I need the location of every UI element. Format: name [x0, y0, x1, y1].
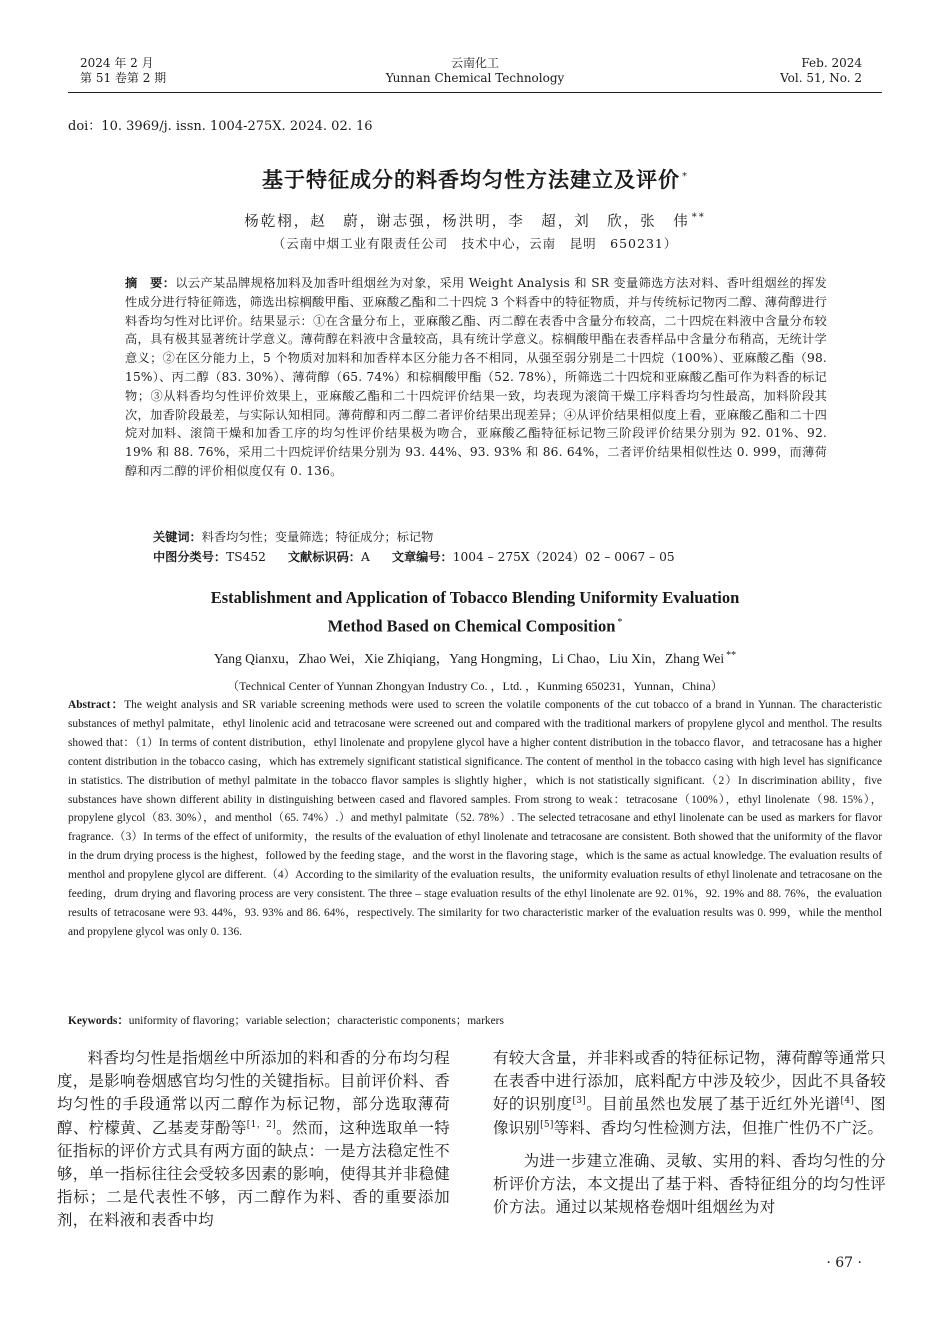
abstract-en-text: The weight analysis and SR variable screening methods were used to screen the volatile components of the cut tobacco of a brand in Yunnan. The characteristic substances of methyl palmitate，ethyl linolenic acid and tetracosane were screened out and compared with the traditional markers of propylene glycol and menthol. The results showed that：（1）In terms of content distribution，ethyl linolenate and propylene glycol have a higher content distribution in the tobacco flavor，and tetracosane has a higher content distribution in the tobacco casing，which has extremely significant statistical significance. The content of menthol in the tobacco casing with high level has significance in statistics. The distribution of methyl palmitate in the tobacco flavor samples is slightly higher，which is not statistically significant.（2）In discrimination ability，five substances have shown different ability in distinguishing between cased and flavored samples. From strong to weak：tetracosane（100%），ethyl linolenate（98. 15%），propylene glycol（83. 30%），and menthol（65. 74%）.）and methyl palmitate（52. 78%）. The selected tetracosane and ethyl linolenate can be used as markers for flavor fragrance.（3）In terms of the effect of uniformity，the results of the evaluation of ethyl linolenate and tetracosane are consistent. Both showed that the uniformity of the flavor in the drum drying process is the highest，followed by the feeding stage，and the worst in the flavoring stage，which is the same as actual knowledge. The evaluation results of menthol and propylene glycol are different.（4）According to the similarity of the evaluation results，the uniformity evaluation results of ethyl linolenate and tetracosane on the feeding，drum drying and flavoring process are very consistent. The three – stage evaluation results of the ethyl linolenate are 92. 01%，92. 19% and 88. 76%，the evaluation results of tetracosane were 93. 44%，93. 93% and 86. 64%，respectively. The similarity for two characteristic marker of the evaluation results was 0. 999，while the menthol and propylene glycol was only 0. 136.: [68, 699, 882, 938]
body-paragraph: [493, 1047, 886, 1140]
body-text: 、图像识别: [493, 1095, 886, 1137]
body-column-left: [57, 1047, 450, 1233]
doc-code-value: A: [361, 550, 370, 564]
header-right: [780, 56, 862, 86]
header-journal-en: Yunnan Chemical Technology: [385, 71, 565, 85]
authors-cn: [0, 210, 950, 231]
header-rule: [68, 92, 882, 93]
page-number: · 67 ·: [826, 1255, 862, 1271]
clc-label: 中图分类号：: [153, 550, 227, 564]
body-text: 。目前虽然也发展了基于近红外光谱: [586, 1095, 841, 1114]
citation[interactable]: [5]: [540, 1119, 554, 1130]
abstract-en: [68, 696, 882, 942]
header-date-en: Feb. 2024: [801, 56, 862, 70]
affiliation-en: （Technical Center of Yunnan Zhongyan Industry Co. ，Ltd. ，Kunming 650231，Yunnan，China）: [227, 679, 723, 693]
keywords-cn: [153, 528, 433, 546]
keywords-en-text: uniformity of flavoring；variable selection；characteristic components；markers: [128, 1015, 504, 1027]
citation[interactable]: [4]: [840, 1096, 855, 1107]
authors-en-text: Yang Qianxu，Zhao Wei，Xie Zhiqiang，Yang Hongming，Li Chao，Liu Xin，Zhang Wei: [213, 651, 725, 666]
article-no-label: 文章编号：: [391, 550, 453, 564]
header-journal-cn: 云南化工: [450, 56, 499, 70]
abstract-cn-text: 以云产某品牌规格加料及加香叶组烟丝为对象，采用 Weight Analysis 和 SR 变量筛选方法对料、香叶组烟丝的挥发性成分进行特征筛选，筛选出棕榈酸甲酯、亚麻酸乙酯和二十四烷 3 个料香中的特征物质，并与传统标记物丙二醇、薄荷醇进行料香均匀性对比评价。结果显示：①在含量分布上，亚麻酸乙酯、丙二醇在表香中含量分布较高，二十四烷在料液中含量分布较高，具有极其显著统计学意义。薄荷醇在料液中含量较高，具有统计学意义。棕榈酸甲酯在表香样品中含量分布稍高，无统计学意义；②在区分能力上，5 个物质对加料和加香样本区分能力各不相同，从强至弱分别是二十四烷（100%）、亚麻酸乙酯（98. 15%）、丙二醇（83. 30%）、薄荷醇（65. 74%）和棕榈酸甲酯（52. 78%），所筛选二十四烷和亚麻酸乙酯可作为料香的标记物；③从料香均匀性评价效果上，亚麻酸乙酯和二十四烷评价结果一致，均表现为滚筒干燥工序料香均匀性最高，加料阶段其次，加香阶段最差，与实际认知相同。薄荷醇和丙二醇二者评价结果出现差异；④从评价结果相似度上看，亚麻酸乙酯和二十四烷对加料、滚筒干燥和加香工序的均匀性评价结果极为吻合，亚麻酸乙酯特征标记物三阶段评价结果分别为 92. 01%、92. 19% 和 88. 76%，采用二十四烷评价结果分别为 93. 44%、93. 93% 和 86. 64%，二者评价结果相似性达 0. 999，而薄荷醇和丙二醇的评价相似度仅有 0. 136。: [125, 276, 828, 478]
keywords-en-label: Keywords：: [68, 1015, 129, 1027]
abstract-cn: [125, 274, 827, 481]
title-en-line2: Method Based on Chemical Composition: [327, 616, 616, 636]
body-column-right: [493, 1047, 886, 1219]
body-paragraph: [57, 1047, 450, 1233]
keywords-en: [68, 1012, 504, 1028]
abstract-en-label: Abstract：: [68, 699, 125, 711]
authors-en: [0, 647, 950, 667]
authors-en-footnote-mark: **: [726, 649, 737, 661]
body-text: 等料、香均匀性检测方法，但推广性仍不广泛。: [553, 1118, 884, 1137]
citation[interactable]: [3]: [572, 1096, 587, 1107]
affiliation-cn: （云南中烟工业有限责任公司 技术中心，云南 昆明 650231）: [272, 236, 678, 251]
abstract-cn-label: 摘 要：: [125, 276, 176, 290]
keywords-cn-text: 料香均匀性；变量筛选；特征成分；标记物: [201, 530, 434, 544]
doc-code-label: 文献标识码：: [287, 550, 361, 564]
authors-cn-footnote-mark: **: [691, 212, 706, 224]
body-text: 有较大含量，并非料或香的特征标记物，薄荷醇等通常只在表香中进行添加，底料配方中涉及较少，因此不具备较好的识别度: [493, 1049, 886, 1114]
title-cn-text: 基于特征成分的料香均匀性方法建立及评价: [262, 168, 680, 192]
keywords-cn-label: 关键词：: [153, 530, 202, 544]
body-paragraph: 为进一步建立准确、灵敏、实用的料、香均匀性的分析评价方法，本文提出了基于料、香特征组分的均匀性评价方法。通过以某规格卷烟叶组烟丝为对: [493, 1151, 886, 1217]
classification-cn: [153, 548, 675, 566]
citation[interactable]: [1，2]: [246, 1119, 277, 1130]
header-date-cn: 2024 年 2 月: [80, 56, 154, 70]
body-text: 。然而，这种选取单一特征指标的评价方式具有两方面的缺点：一是方法稳定性不够，单一指标往往会受较多因素的影响，使得其并非稳健指标；二是代表性不够，丙二醇作为料、香的重要添加剂，在料液和表香中均: [57, 1118, 450, 1230]
clc-value: TS452: [226, 550, 266, 564]
title-en-line2-wrap: [0, 610, 950, 639]
header-volume-en: Vol. 51, No. 2: [780, 71, 862, 85]
title-en-line1: Establishment and Application of Tobacco Blending Uniformity Evaluation: [210, 588, 740, 607]
title-en: [0, 585, 950, 639]
body-text: 料香均匀性是指烟丝中所添加的料和香的分布均匀程度，是影响卷烟感官均匀性的关键指标。目前评价料、香均匀性的手段通常以丙二醇作为标记物，部分选取薄荷醇、柠檬黄、乙基麦芽酚等: [57, 1049, 450, 1137]
doi: doi：10. 3969/j. issn. 1004-275X. 2024. 02. 16: [68, 119, 373, 134]
article-no-value: 1004 – 275X（2024）02 – 0067 – 05: [452, 550, 675, 564]
title-en-footnote-mark: *: [617, 617, 623, 628]
header-volume-cn: 第 51 卷第 2 期: [80, 71, 167, 85]
authors-cn-text: 杨乾栩，赵 蔚，谢志强，杨洪明，李 超，刘 欣，张 伟: [244, 214, 690, 230]
title-cn-footnote-mark: *: [682, 171, 688, 182]
title-cn: [0, 164, 950, 194]
